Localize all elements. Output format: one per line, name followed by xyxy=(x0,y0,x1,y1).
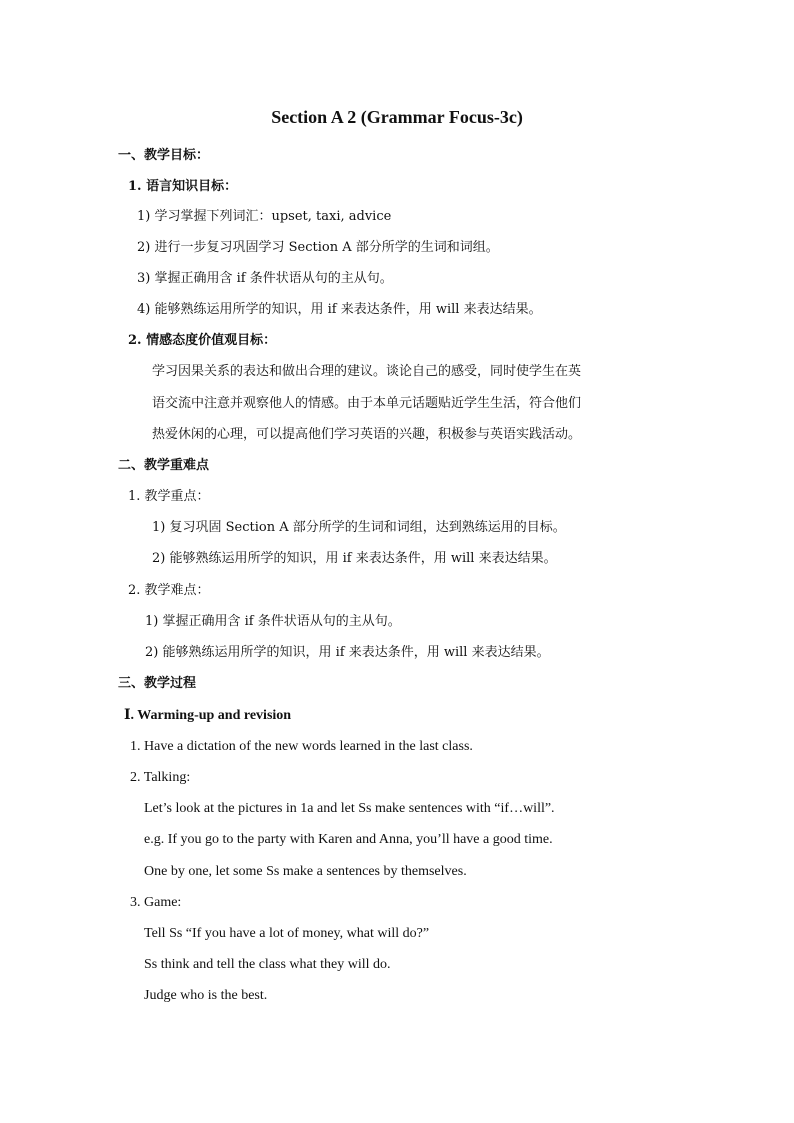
list-item: 1) 掌握正确用含 if 条件状语从句的主从句。 xyxy=(145,614,401,629)
paragraph-line: Ss think and tell the class what they will do. xyxy=(144,957,391,972)
section-heading-goals: 一、教学目标： xyxy=(118,148,210,163)
subheading-difficulty: 2. 教学难点： xyxy=(128,583,210,598)
section-heading-process: 三、教学过程 xyxy=(118,676,197,691)
list-item: 2) 进行一步复习巩固学习 Section A 部分所学的生词和词组。 xyxy=(137,240,499,255)
subheading-language-goals: 1. 语言知识目标： xyxy=(128,179,238,194)
document-title: Section A 2 (Grammar Focus-3c) xyxy=(271,107,523,127)
section-heading-keypoints: 二、教学重难点 xyxy=(118,458,210,473)
list-item: 3) 掌握正确用含 if 条件状语从句的主从句。 xyxy=(137,271,393,286)
list-item: 2) 能够熟练运用所学的知识，用 if 来表达条件，用 will 来表达结果。 xyxy=(152,551,557,566)
list-item: 1) 学习掌握下列词汇：upset, taxi, advice xyxy=(137,209,392,224)
list-item: 1) 复习巩固 Section A 部分所学的生词和词组，达到熟练运用的目标。 xyxy=(152,520,566,535)
paragraph-line: 语交流中注意并观察他人的情感。由于本单元话题贴近学生生活，符合他们 xyxy=(152,396,582,411)
paragraph-line: 热爱休闲的心理，可以提高他们学习英语的兴趣，积极参与英语实践活动。 xyxy=(152,427,582,442)
list-item: 2. Talking: xyxy=(130,770,191,785)
paragraph-line: Tell Ss “If you have a lot of money, what will do?” xyxy=(144,926,430,941)
paragraph-line: Judge who is the best. xyxy=(144,988,268,1003)
list-item: 4) 能够熟练运用所学的知识，用 if 来表达条件，用 will 来表达结果。 xyxy=(137,302,542,317)
subheading-warmup: Ⅰ. Warming-up and revision xyxy=(124,708,292,723)
list-item: 1. Have a dictation of the new words learned in the last class. xyxy=(130,739,473,754)
paragraph-line: One by one, let some Ss make a sentences by themselves. xyxy=(144,864,467,879)
list-item: 3. Game: xyxy=(130,895,182,910)
list-item: 2) 能够熟练运用所学的知识，用 if 来表达条件，用 will 来表达结果。 xyxy=(145,645,550,660)
paragraph-line: 学习因果关系的表达和做出合理的建议。谈论自己的感受，同时使学生在英 xyxy=(152,364,582,379)
paragraph-line: Let’s look at the pictures in 1a and let Ss make sentences with “if…will”. xyxy=(144,801,555,816)
subheading-focus: 1. 教学重点： xyxy=(128,489,210,504)
subheading-emotion-goals: 2. 情感态度价值观目标： xyxy=(128,333,277,348)
paragraph-line: e.g. If you go to the party with Karen and Anna, you’ll have a good time. xyxy=(144,832,553,847)
